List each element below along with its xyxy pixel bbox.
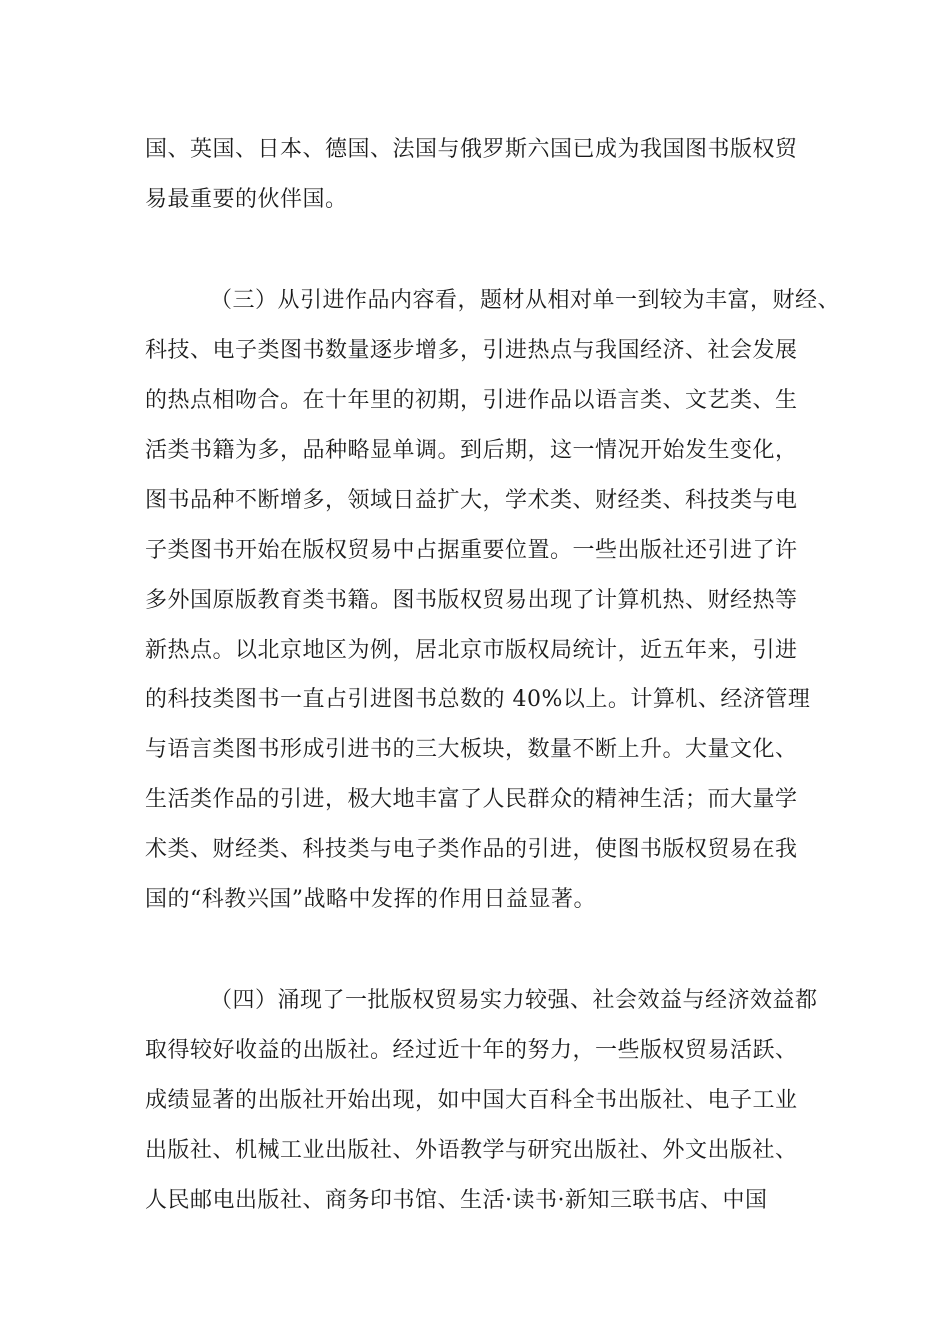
text-line: 成绩显著的出版社开始出现，如中国大百科全书出版社、电子工业 — [145, 1088, 798, 1113]
text-line: 多外国原版教育类书籍。图书版权贸易出现了计算机热、财经热等 — [145, 588, 798, 613]
text-line: 子类图书开始在版权贸易中占据重要位置。一些出版社还引进了许 — [145, 538, 798, 563]
text-line: 的热点相吻合。在十年里的初期，引进作品以语言类、文艺类、生 — [145, 388, 798, 413]
text-line: 取得较好收益的出版社。经过近十年的努力，一些版权贸易活跃、 — [145, 1038, 798, 1063]
text-line: 国的“科教兴国”战略中发挥的作用日益显著。 — [145, 887, 596, 912]
paragraph-4-heading-line: （四）涌现了一批版权贸易实力较强、社会效益与经济效益都 — [210, 988, 818, 1013]
text-line: 出版社、机械工业出版社、外语教学与研究出版社、外文出版社、 — [145, 1138, 798, 1163]
text-line: 的科技类图书一直占引进图书总数的 40%以上。计算机、经济管理 — [145, 687, 811, 712]
paragraph-3-heading-line: （三）从引进作品内容看，题材从相对单一到较为丰富，财经、 — [210, 288, 841, 313]
text-line: 活类书籍为多，品种略显单调。到后期，这一情况开始发生变化， — [145, 438, 798, 463]
text-line: 图书品种不断增多，领域日益扩大，学术类、财经类、科技类与电 — [145, 488, 798, 513]
text-line: 易最重要的伙伴国。 — [145, 187, 348, 212]
text-line: 科技、电子类图书数量逐步增多，引进热点与我国经济、社会发展 — [145, 338, 798, 363]
text-line: 与语言类图书形成引进书的三大板块，数量不断上升。大量文化、 — [145, 737, 798, 762]
text-line: 生活类作品的引进，极大地丰富了人民群众的精神生活；而大量学 — [145, 787, 798, 812]
text-line: 新热点。以北京地区为例，居北京市版权局统计，近五年来，引进 — [145, 638, 798, 663]
text-line: 国、英国、日本、德国、法国与俄罗斯六国已成为我国图书版权贸 — [145, 137, 798, 162]
text-line: 人民邮电出版社、商务印书馆、生活·读书·新知三联书店、中国 — [145, 1188, 768, 1213]
text-line: 术类、财经类、科技类与电子类作品的引进，使图书版权贸易在我 — [145, 837, 798, 862]
